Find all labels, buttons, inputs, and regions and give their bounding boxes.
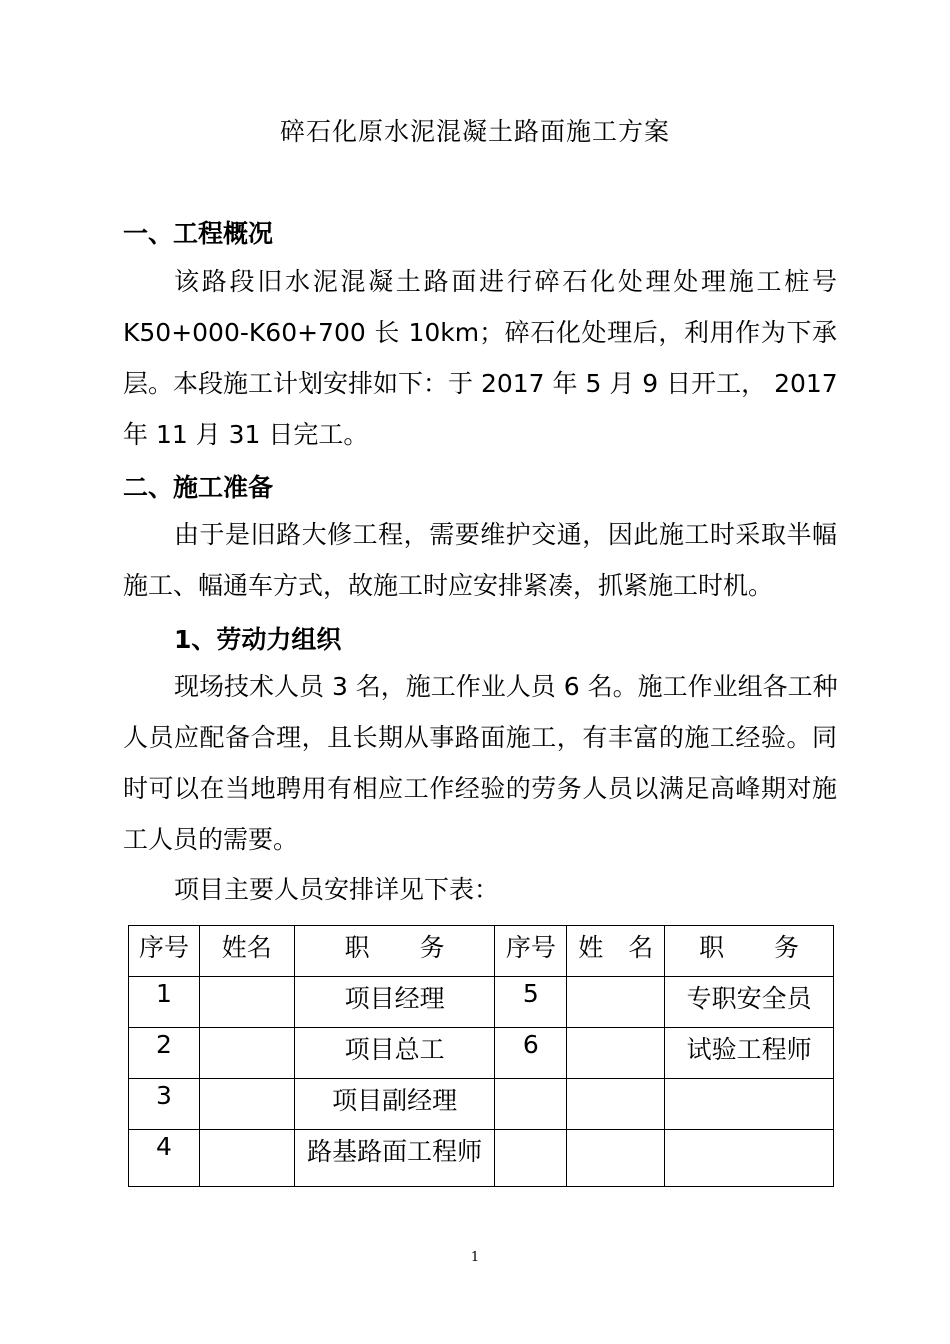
table-cell	[567, 1079, 665, 1130]
table-cell	[199, 1079, 294, 1130]
table-row	[129, 1079, 834, 1130]
table-cell: 项目总工	[294, 1028, 495, 1079]
table-cell: 2	[129, 1028, 200, 1079]
table-cell: 路基路面工程师	[294, 1130, 495, 1187]
table-cell: 项目副经理	[294, 1079, 495, 1130]
section-2-1-heading: 1、劳动力组织	[174, 625, 342, 654]
header-cell: 序号	[495, 926, 567, 977]
section-2-heading: 二、施工准备	[123, 473, 274, 502]
table-cell	[665, 1079, 834, 1130]
table-cell	[567, 1028, 665, 1079]
header-cell: 职 务	[294, 926, 495, 977]
staff-table	[128, 925, 834, 1187]
table-intro-text: 项目主要人员安排详见下表：	[174, 875, 500, 904]
paragraph-line: 时可以在当地聘用有相应工作经验的劳务人员以满足高峰期对施	[123, 774, 837, 803]
header-cell: 姓 名	[567, 926, 665, 977]
table-cell	[567, 1130, 665, 1187]
table-cell: 试验工程师	[665, 1028, 834, 1079]
table-cell: 专职安全员	[665, 977, 834, 1028]
table-cell	[495, 1079, 567, 1130]
table-cell	[567, 977, 665, 1028]
header-cell: 姓名	[199, 926, 294, 977]
header-cell: 序号	[129, 926, 200, 977]
paragraph-line: 施工、幅通车方式，故施工时应安排紧凑，抓紧施工时机。	[123, 571, 774, 600]
section-2-1-paragraph	[123, 661, 837, 865]
table-row	[129, 1028, 834, 1079]
document-title: 碎石化原水泥混凝土路面施工方案	[279, 117, 670, 146]
paragraph-line: 层。本段施工计划安排如下：于 2017 年 5 月 9 日开工， 2017	[123, 369, 838, 398]
table-cell	[199, 1028, 294, 1079]
table-row	[129, 1130, 834, 1187]
paragraph-line: 现场技术人员 3 名，施工作业人员 6 名。施工作业组各工种	[174, 672, 838, 701]
table-cell: 6	[495, 1028, 567, 1079]
section-1-paragraph	[123, 256, 837, 460]
table-cell: 3	[129, 1079, 200, 1130]
table-cell	[199, 977, 294, 1028]
table-cell	[665, 1130, 834, 1187]
paragraph-line: 人员应配备合理，且长期从事路面施工，有丰富的施工经验。同	[123, 723, 837, 752]
table-cell	[495, 1130, 567, 1187]
table-cell	[199, 1130, 294, 1187]
paragraph-line: 年 11 月 31 日完工。	[123, 420, 369, 449]
page-number: 1	[470, 1250, 480, 1265]
table-intro	[123, 864, 837, 915]
paragraph-line: K50+000-K60+700 长 10km；碎石化处理后，利用作为下承	[123, 318, 837, 347]
paragraph-line: 由于是旧路大修工程，需要维护交通，因此施工时采取半幅	[174, 520, 837, 549]
header-cell: 职 务	[665, 926, 834, 977]
paragraph-line: 工人员的需要。	[123, 825, 299, 854]
paragraph-line: 该路段旧水泥混凝土路面进行碎石化处理处理施工桩号	[174, 267, 837, 296]
table-cell: 5	[495, 977, 567, 1028]
table-row	[129, 977, 834, 1028]
table-cell: 1	[129, 977, 200, 1028]
table-header-row	[129, 926, 834, 977]
section-2-paragraph	[123, 509, 837, 611]
table-cell: 项目经理	[294, 977, 495, 1028]
table-cell: 4	[129, 1130, 200, 1187]
section-1-heading: 一、工程概况	[123, 219, 274, 248]
